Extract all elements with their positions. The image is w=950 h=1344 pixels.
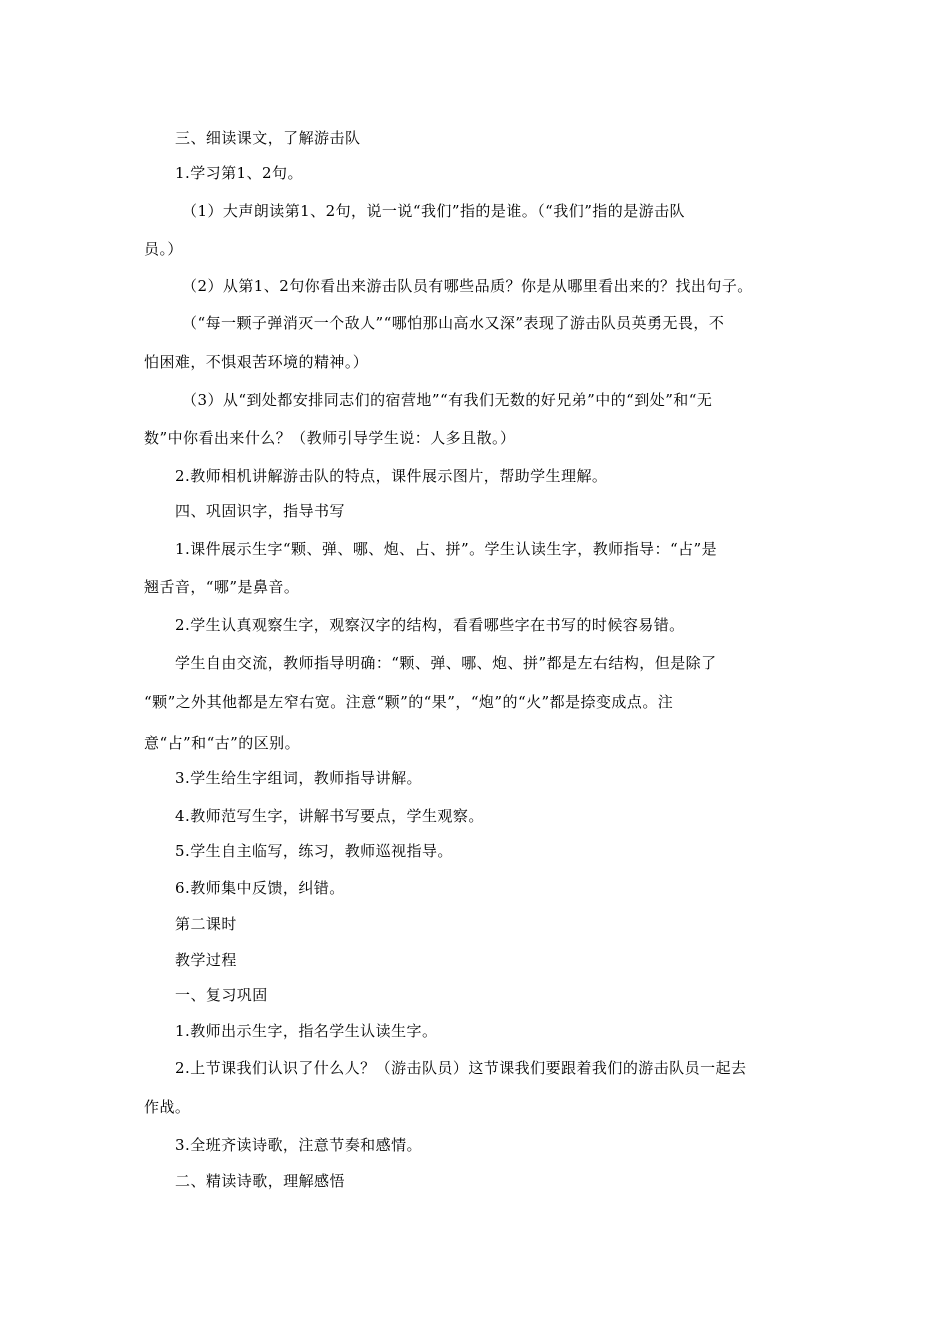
section-heading-4: 四、巩固识字，指导书写 — [175, 502, 345, 520]
paragraph-review-3: 3.全班齐读诗歌，注意节奏和感情。 — [175, 1136, 422, 1154]
paragraph-study-1-2: 1.学习第1、2句。 — [175, 164, 303, 182]
paragraph-chars-line1: 1.课件展示生字“颗、弹、哪、炮、占、拼”。学生认读生字，教师指导：“占”是 — [175, 540, 718, 558]
paragraph-discuss-line3: 意“占”和“古”的区别。 — [144, 734, 301, 752]
paragraph-step-3: 3.学生给生字组词，教师指导讲解。 — [175, 769, 422, 787]
paragraph-a2-line1: （“每一颗子弹消灭一个敌人”“哪怕那山高水又深”表现了游击队员英勇无畏，不 — [182, 314, 725, 332]
paragraph-a2-line2: 怕困难，不惧艰苦环境的精神。） — [144, 353, 369, 371]
paragraph-discuss-line1: 学生自由交流，教师指导明确：“颗、弹、哪、炮、拼”都是左右结构，但是除了 — [175, 654, 717, 672]
paragraph-review-2-line1: 2.上节课我们认识了什么人？（游击队员）这节课我们要跟着我们的游击队员一起去 — [175, 1059, 747, 1077]
paragraph-observe: 2.学生认真观察生字，观察汉字的结构，看看哪些字在书写的时候容易错。 — [175, 616, 685, 634]
paragraph-discuss-line2: “颗”之外其他都是左窄右宽。注意“颗”的“果”，“炮”的“火”都是捺变成点。注 — [144, 693, 674, 711]
paragraph-step-5: 5.学生自主临写，练习，教师巡视指导。 — [175, 842, 453, 860]
paragraph-chars-line2: 翘舌音，“哪”是鼻音。 — [144, 578, 300, 596]
paragraph-review-2-line2: 作战。 — [144, 1098, 191, 1116]
paragraph-step-6: 6.教师集中反馈，纠错。 — [175, 879, 345, 897]
paragraph-explain: 2.教师相机讲解游击队的特点，课件展示图片，帮助学生理解。 — [175, 467, 608, 485]
section-heading-3: 三、细读课文，了解游击队 — [175, 129, 361, 147]
paragraph-q3-line2: 数”中你看出来什么？（教师引导学生说：人多且散。） — [144, 429, 516, 447]
heading-teaching-process: 教学过程 — [175, 951, 237, 969]
paragraph-q1-line2: 员。） — [144, 240, 183, 258]
heading-second-lesson: 第二课时 — [175, 915, 237, 933]
paragraph-step-4: 4.教师范写生字，讲解书写要点，学生观察。 — [175, 807, 484, 825]
section-heading-read: 二、精读诗歌，理解感悟 — [175, 1172, 345, 1190]
section-heading-review: 一、复习巩固 — [175, 986, 268, 1004]
paragraph-q2: （2）从第1、2句你看出来游击队员有哪些品质？你是从哪里看出来的？找出句子。 — [182, 277, 753, 295]
paragraph-review-1: 1.教师出示生字，指名学生认读生字。 — [175, 1022, 438, 1040]
paragraph-q1-line1: （1）大声朗读第1、2句，说一说“我们”指的是谁。（“我们”指的是游击队 — [182, 202, 686, 220]
paragraph-q3-line1: （3）从“到处都安排同志们的宿营地”“有我们无数的好兄弟”中的“到处”和“无 — [182, 391, 713, 409]
